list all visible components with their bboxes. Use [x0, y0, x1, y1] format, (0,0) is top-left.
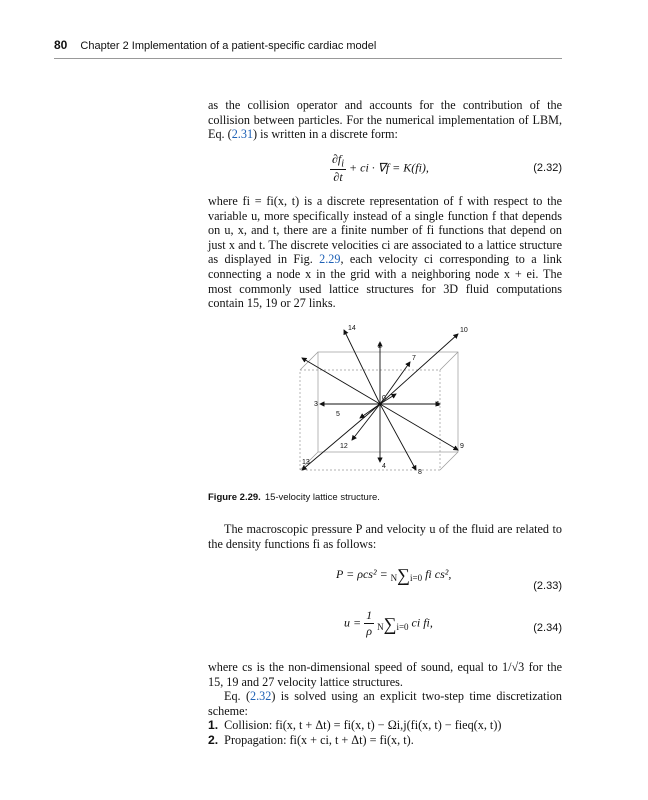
fig-label: 4 [382, 463, 386, 470]
fig-label: 7 [412, 355, 416, 362]
equation-number-2-34: (2.34) [533, 622, 562, 634]
fig-label: 1 [436, 401, 440, 408]
fig-label: 9 [460, 443, 464, 450]
paragraph-3: The macroscopic pressure P and velocity u of the fluid are related to the density functions fi as follows: [208, 522, 562, 551]
cube-front-face [300, 370, 440, 470]
fig-label: 10 [460, 327, 468, 334]
running-header [54, 38, 562, 59]
fig-ref-2-29[interactable]: 2.29 [319, 252, 341, 267]
paragraph-1: as the collision operator and accounts for the contribution of the collision between particles. For the numerical implementation of LBM, Eq. (2.31) is written in a discrete form: [208, 98, 562, 142]
velocity-vectors [302, 330, 458, 470]
equation-2-32: $\frac{\partial f_i}{\partial t}$ + ci · ∇f = K(fi), [332, 152, 429, 185]
partial-derivative: $\frac{\partial f_i}{\partial t}$ [332, 152, 345, 185]
list-item: 1. Collision: fi(x, t + Δt) = fi(x, t) − Ωi,j(fi(x, t) − fieq(x, t)) [208, 718, 502, 733]
equation-2-33: P = ρcs² = N∑i=0 fi cs², [336, 565, 452, 585]
fig-label: 12 [340, 443, 348, 450]
figure-caption: Figure 2.29. 15-velocity lattice structure. [208, 492, 380, 503]
fig-label: 8 [418, 469, 422, 476]
equation-number-2-32: (2.32) [533, 162, 562, 174]
fig-label: 2 [378, 343, 382, 350]
equation-2-34: u = $\frac{1}{\rho}$ N∑i=0 ci fi, [344, 608, 433, 638]
page-number: 80 [54, 38, 68, 52]
fig-label: 14 [348, 325, 356, 332]
fig-label: 13 [302, 459, 310, 466]
paragraph-2: where fi = fi(x, t) is a discrete representation of f with respect to the variable u, more specifically instead of a single function f that depends on u, x, and t, there are a finite number of fi functions that depend on just x and t. The discrete velocities ci are associated to a lattice structure as displayed in Fig. 2.29, each velocity ci corresponding to a link connecting a node x in the grid with a neighboring node x + ei. The most commonly used lattice structures for 3D fluid computations contain 15, 19 or 27 links. [208, 194, 562, 311]
lattice-figure [290, 322, 480, 480]
fig-label: 3 [314, 401, 318, 408]
scheme-steps [208, 718, 562, 747]
paragraph-4: where cs is the non-dimensional speed of sound, equal to 1/√3 for the 15, 19 and 27 velocity lattice structures. Eq. (2.32) is solved using an explicit two-step time discretization scheme: 1. Collision: fi(x, t + Δt) = fi(x, t) − Ωi,j(fi(x, t) − fieq(x, t)) 2. Propagation: fi(x + ci, t + Δt) = fi(x, t). [208, 660, 562, 747]
running-title: Chapter 2 Implementation of a patient-specific cardiac model [80, 40, 377, 52]
equation-number-2-33: (2.33) [533, 580, 562, 592]
eq-ref-2-31[interactable]: 2.31 [231, 127, 254, 142]
fig-label: 5 [336, 411, 340, 418]
eq-ref-2-32[interactable]: 2.32 [250, 689, 272, 704]
fig-label: 0 [382, 395, 386, 402]
list-item: 2. Propagation: fi(x + ci, t + Δt) = fi(x, t). [208, 732, 414, 747]
